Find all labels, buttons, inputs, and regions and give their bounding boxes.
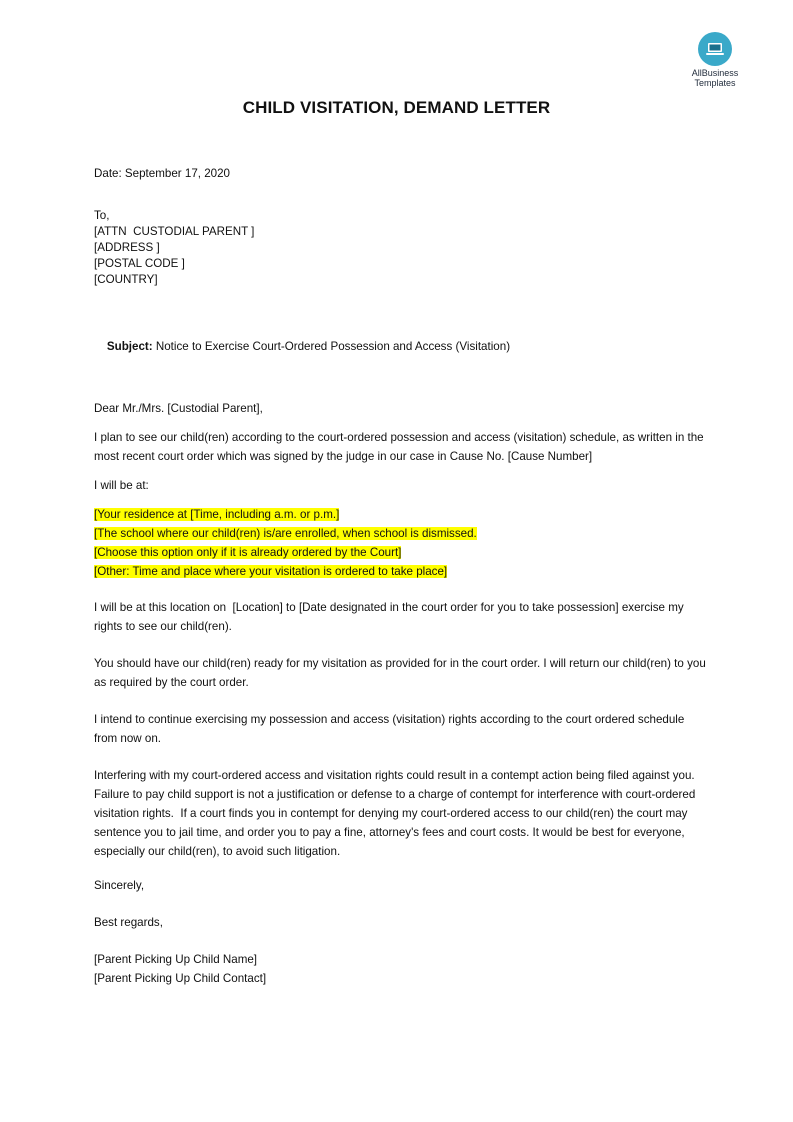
address-line: [ATTN CUSTODIAL PARENT ] xyxy=(94,225,255,238)
subject-text: Notice to Exercise Court-Ordered Possession and Access (Visitation) xyxy=(152,340,511,353)
page-title: CHILD VISITATION, DEMAND LETTER xyxy=(242,98,551,117)
option-text: [Your residence at [Time, including a.m. or p.m.] xyxy=(94,508,340,521)
sincerely: Sincerely, xyxy=(94,879,145,892)
option-item xyxy=(94,543,706,562)
best-regards: Best regards, xyxy=(94,916,163,929)
paragraph-2: I will be at this location on [Location] to [Date designated in the court order for you to take possession] exercise my rights to see our child(ren). xyxy=(94,601,687,633)
option-text: [Other: Time and place where your visitation is ordered to take place] xyxy=(94,565,448,578)
signature-contact: [Parent Picking Up Child Contact] xyxy=(94,972,267,985)
greeting: Dear Mr./Mrs. [Custodial Parent], xyxy=(94,402,263,415)
date-line: Date: September 17, 2020 xyxy=(94,167,230,180)
laptop-icon xyxy=(698,32,732,66)
address-line: [POSTAL CODE ] xyxy=(94,257,185,270)
logo-text xyxy=(684,68,746,88)
logo-line-1: AllBusiness xyxy=(691,68,739,78)
paragraph-3: You should have our child(ren) ready for my visitation as provided for in the court order. I will return our child(ren) to you as required by the court order. xyxy=(94,657,709,689)
paragraph-4: I intend to continue exercising my possession and access (visitation) rights according to the court ordered schedule from now on. xyxy=(94,713,688,745)
address-line: [ADDRESS ] xyxy=(94,241,160,254)
recipient-address xyxy=(94,208,706,288)
option-item xyxy=(94,524,706,543)
signature-name: [Parent Picking Up Child Name] xyxy=(94,953,258,966)
address-line: To, xyxy=(94,209,110,222)
option-text: [The school where our child(ren) is/are enrolled, when school is dismissed. xyxy=(94,527,477,540)
logo-line-2: Templates xyxy=(694,78,736,88)
paragraph-5: Interfering with my court-ordered access and visitation rights could result in a contempt action being filed against you. Failure to pay child support is not a justification or defense to a charge of contempt for interference with court-ordered visitation rights. If a court finds you in contempt for denying my court-ordered access to our child(ren) the court may sentence you to jail time, and order you to pay a fine, attorney's fees and court costs. It would be best for everyone, especially our child(ren), to avoid such litigation. xyxy=(94,769,699,858)
location-options xyxy=(94,505,706,581)
subject-line xyxy=(94,318,706,375)
signature-block xyxy=(94,950,706,988)
option-item xyxy=(94,562,706,581)
will-be-at: I will be at: xyxy=(94,479,149,492)
address-line: [COUNTRY] xyxy=(94,273,158,286)
paragraph-1: I plan to see our child(ren) according to the court-ordered possession and access (visitation) schedule, as written in the most recent court order which was signed by the judge in our case in Cause No. [Cause Number] xyxy=(94,431,707,463)
option-text: [Choose this option only if it is already ordered by the Court] xyxy=(94,546,402,559)
option-item xyxy=(94,505,706,524)
subject-label: Subject: xyxy=(106,340,153,353)
letter-body xyxy=(94,164,709,988)
allbusiness-templates-logo xyxy=(684,32,746,88)
